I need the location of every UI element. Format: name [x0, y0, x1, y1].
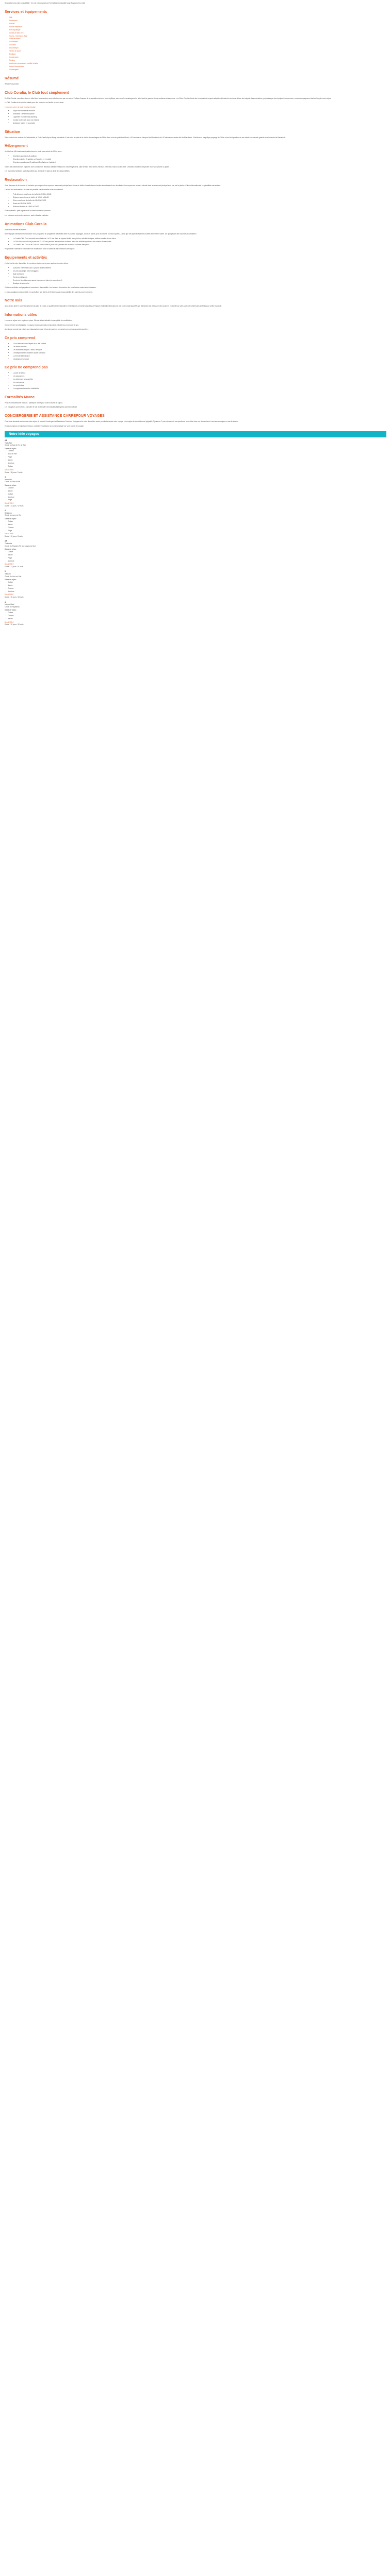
voyage-item[interactable] [5, 570, 386, 598]
voyage-dates-label: Dates de séjour : [5, 579, 18, 581]
list-item: • Ambiance festive et conviviale [13, 122, 386, 125]
voyage-dates-label: Dates de séjour : [5, 548, 18, 551]
list-item: • Accueil francophone [7, 65, 386, 68]
voyage-tag: • Aventure [6, 590, 386, 593]
section-paragraph: Le Club Coralia est la solution idéale pour des vacances en famille ou entre amis. [5, 101, 64, 104]
list-item: • Restaurant [7, 20, 386, 22]
voyage-tags [5, 551, 386, 563]
voyage-item[interactable] [5, 476, 386, 507]
section-title: Club Coralia, le Club tout simplement [5, 91, 69, 95]
list-item: • Dîner sous forme de buffet de 19h00 à 21h30 [13, 199, 386, 202]
list-item: • Chambres quadruples (2 adultes et 2 enfants ou 4 adultes) [13, 161, 386, 164]
list-item: • Coralia Club Cook pour vos enfants [13, 119, 386, 122]
list-item: • Un parc aquatique avec toboggans [13, 270, 386, 273]
voyage-duration: Durée : 10 jours / 8 nuits [5, 535, 23, 537]
list-item: • Boutique de souvenirs [13, 282, 386, 285]
voyage-tag: • Plage [6, 530, 386, 532]
voyage-price: Dès 1 599 € [5, 563, 14, 566]
list-item: • Les excursions [13, 381, 386, 384]
list-item: • Les pourboires [13, 384, 386, 387]
list-item: • Le Coralia Club Cook accueille les enfants de 4 à 12 ans dans un espace dédié, avec piscine, activités ludiques, ateliers créatifs et mini-disco. [13, 238, 386, 240]
section-paragraph: Une tenue correcte est exigée au restaurant principal et lors des soirées. Les shorts ne sont pas acceptés au dîner. [5, 328, 89, 331]
list-item: • Petit déjeuner sous forme de buffet de 7h00 à 10h30 [13, 193, 386, 196]
list-item: • Parking [7, 59, 386, 62]
section-paragraph: En Club Coralia, vous êtes dans un hôtel dont les chambres sont sélectionnées par nos soins. Profitez d'espace de la prestation dans un cadre idyllique, avec tous les avantages d'un hôtel haut de gamme et une ambiance chaleureuse. Les Clubs Coralia offrent des formules tout compris adaptées à toutes les envies et à tous les budgets. Les animations, proposées par des équipes francophones, vous accompagneront tout au long de votre séjour. [5, 97, 332, 99]
list-item: • Wifi [7, 16, 386, 19]
voyage-tags [5, 487, 386, 502]
list-item: • L'hébergement en chambre double standard [13, 352, 386, 354]
voyage-tag: • Bord de mer [6, 453, 386, 455]
section-title: Animations Club Coralia [5, 222, 47, 226]
section-paragraph: En cas d'urgence pendant votre séjour, contactez l'assistance au numéro indiqué sur votre carnet de voyage. [5, 425, 84, 427]
voyage-rating: 4 [5, 476, 6, 479]
voyage-tag: • Nature [6, 523, 386, 526]
voyage-dates-label: Dates de séjour : [5, 518, 18, 520]
section-paragraph: Les chambres familiales sont disponibles sur demande et dans la limite des disponibilités. [5, 170, 70, 173]
list-item: • Boutique [7, 53, 386, 56]
section-title: Restauration [5, 178, 27, 182]
section-list [5, 267, 386, 285]
voyage-tag: • Nature [6, 554, 386, 556]
list-item: • Les transferts aéroport / hôtel / aéroport [13, 349, 386, 351]
voyage-tags [5, 612, 386, 620]
list-item: • Déjeuner sous forme de buffet de 12h30 à 14h30 [13, 196, 386, 199]
section-paragraph: Vous disposez de la formule All Inclusive qui comprend les repas au restaurant principal sous forme de buffet et des boissons locales alcoolisées et non alcoolisées. Les repas sont servis à volonté dans le restaurant principal avec vue sur la piscine. Cuisine internationale et spécialités marocaines. [5, 184, 221, 187]
section-list [5, 238, 386, 246]
section-title: Notre avis [5, 299, 22, 303]
section-paragraph: Un hôtel de 448 chambres réparties dans un vaste parc arboré de 12 ha, avec : [5, 150, 63, 153]
voyage-tag: • Plage [6, 456, 386, 459]
list-item: • Piscine [7, 23, 386, 25]
section-list [5, 193, 386, 208]
section-title: Formalités Maroc [5, 395, 35, 399]
list-item: • Les assurances [13, 375, 386, 378]
voyages-header: Notre idée voyages [5, 431, 386, 437]
list-item: • Terrains multisports [13, 276, 386, 279]
section-paragraph: Le parc aquatique est accessible en accès libre aux clients de l'hôtel, sous la responsabilité des parents pour les enfants. [5, 291, 93, 293]
voyage-tag: • Nature [6, 618, 386, 620]
list-item: • Accès aux personnes à mobilité réduite [7, 62, 386, 65]
voyage-subtitle: Circuit au cœur de l'île [5, 514, 21, 517]
voyage-tag: • Charme [6, 527, 386, 529]
list-item: • Boissons locales de 10h00 à 23h00 [13, 206, 386, 208]
voyage-subtitle: Circuit du Nord au Sud [5, 575, 22, 578]
section-paragraph: En supplément : plats signature à la carte et boissons premium. [5, 210, 51, 212]
section-list [5, 110, 386, 125]
list-item: • Conciergerie [7, 56, 386, 59]
list-item: • Le supplément chambre individuelle [13, 387, 386, 390]
section-subtitle: L'essence même de partir en Club Coralia : [5, 106, 37, 108]
section-title: Services et équipements [5, 10, 47, 14]
section-paragraph: Animations adultes et enfants [5, 228, 26, 231]
voyage-subtitle: Circuit de Java à Bali [5, 481, 20, 483]
list-item: • Centre de bien-être [7, 32, 386, 35]
voyage-duration: Durée : 11 jours / 9 nuits [5, 471, 23, 473]
voyage-title[interactable]: Trails Bali [5, 442, 12, 444]
intro-text: Description à la prise compatibilité : Ce prix est composé par Formalités Consignalité Loge Soyaneur Eco Club [5, 2, 86, 4]
list-item: • Logement en hôtel haut-standing [13, 116, 386, 118]
list-item: • Séjour en formule all inclusive [13, 110, 386, 112]
voyage-tag: • Culture [6, 465, 386, 468]
section-paragraph: Pour toute demande concernant votre séjour, le service Conciergerie et Assistance Carrefour Voyages est à votre disposition avant, pendant et après votre voyage. Une équipe de conseillers est joignable 7 jours sur 7 pour répondre à vos questions, vous aider dans vos démarches et vous accompagner en cas de besoin. [5, 420, 239, 422]
voyage-tag: • Nature [6, 459, 386, 462]
section-paragraph: Les boissons sont servies au verre, sauf indication contraire. [5, 214, 49, 217]
list-item: • Parc aquatique [7, 29, 386, 31]
page-content [5, 0, 386, 626]
section-title: Hébergement [5, 144, 28, 148]
voyage-price: Dès 1 799 € [5, 502, 14, 505]
list-item: • Chambres triples (3 adultes ou 2 adultes et 1 enfant) [13, 158, 386, 161]
section-title: Ce prix ne comprend pas [5, 366, 48, 370]
section-paragraph: L'hôtel met à votre disposition de nombreux équipements pour agrémenter votre séjour : [5, 262, 69, 265]
voyage-tag: • Aventure [6, 560, 386, 563]
section-title: CONCIERGERIE ET ASSISTANCE CARREFOUR VOYAGES [5, 414, 105, 418]
list-item: • La taxe de séjour [13, 372, 386, 375]
section-list [5, 372, 386, 390]
section-title: Ce prix comprend [5, 336, 36, 340]
list-item: • Les taxes aéroport [13, 346, 386, 348]
list-item: • Salle de fitness [7, 38, 386, 40]
list-item: • 3 piscines extérieures dont 1 piscine à débordement [13, 267, 386, 269]
voyage-price: Dès 1 399 € [5, 621, 14, 623]
voyage-dates-label: Dates de séjour : [5, 447, 18, 450]
voyage-tag: • Aventure [6, 462, 386, 465]
voyage-tags [5, 520, 386, 532]
section-paragraph: Nous avons aimé le cadre exceptionnel au pied de l'Atlas, la qualité de la restauration et l'ambiance conviviale assurée par l'équipe d'animation francophone. Le Club Coralia Aqua Mirage Marrakech est idéal pour des vacances en famille au soleil, avec de nombreuses activités pour petits et grands. [5, 305, 222, 308]
section-list [5, 16, 386, 71]
section-paragraph: Certaines activités sont payantes et soumises à disponibilité. Les horaires d'ouverture des installations varient selon la saison. [5, 286, 96, 289]
list-item: • L'assistance sur place [13, 358, 386, 361]
list-item: • Club enfant [7, 41, 386, 43]
voyage-tag: • Culture [6, 551, 386, 553]
section-title: Situation [5, 130, 20, 134]
list-item: • Le Club Ado accueille les jeunes de 13 à 17 ans pendant les vacances scolaires avec des activités sportives, des soirées et des sorties. [13, 241, 386, 243]
voyage-price: Dès 1 299 € [5, 533, 14, 535]
voyage-tag: • Culture [6, 520, 386, 523]
voyage-tag: • Culture [6, 612, 386, 614]
section-paragraph: Notre équipe d'animation francophone vous proposera un programme d'activités varié en journée (aquagym, cours de danse, jeux de piscine, tournois sportifs...) ainsi que des spectacles et des soirées à thème en soirée. De quoi passer des vacances inoubliables ! [5, 233, 197, 235]
voyage-tag: • Nature [6, 584, 386, 587]
list-item: • Salle de fitness [13, 273, 386, 276]
voyage-duration: Durée : 13 jours / 11 nuits [5, 565, 24, 568]
voyage-duration: Durée : 12 jours / 10 nuits [5, 623, 24, 626]
list-item: • Le Coralia Club Cook et le Club Ado sont ouverts 6 jours sur 7 pendant les vacances scolaires françaises. [13, 244, 386, 246]
voyage-tag: • Plage [6, 557, 386, 560]
voyage-title[interactable]: Thaïlande [5, 542, 12, 545]
voyage-title[interactable]: Inde du Nord [5, 603, 14, 606]
list-item: • Terrain de sport [7, 50, 386, 53]
voyage-tags [5, 581, 386, 593]
voyage-item[interactable] [5, 439, 386, 473]
voyage-tag: • Charme [6, 615, 386, 617]
voyage-tag: • Culture [6, 581, 386, 584]
voyage-item[interactable] [5, 601, 386, 626]
list-item: • Le vol aller-retour au départ de la ville choisie [13, 343, 386, 345]
voyage-item[interactable] [5, 510, 386, 537]
voyages-list [5, 439, 386, 626]
voyage-price: Dès 1 899 € [5, 594, 14, 596]
voyage-tag: • Nature [6, 490, 386, 493]
section-paragraph: Résumé du produit [5, 82, 19, 85]
voyage-duration: Durée : 14 jours / 12 nuits [5, 504, 24, 507]
section-paragraph: Les voyageurs sont invités à consulter le site du Ministère des Affaires étrangères avant leur départ. [5, 406, 77, 409]
section-paragraph: L'accès aux restaurants à la carte est possible sur réservation et en supplément. [5, 189, 63, 191]
voyage-rating: 4 [5, 601, 6, 603]
voyage-tag: • Charme [6, 587, 386, 590]
voyage-price: Dès 1 499 € [5, 468, 14, 471]
voyage-title[interactable]: Indonésie [5, 478, 12, 481]
voyage-item[interactable] [5, 540, 386, 568]
list-item: • La formule All Inclusive [13, 355, 386, 358]
list-item: • Conciergerie [7, 69, 386, 71]
voyage-tag: • Plage [6, 499, 386, 501]
list-item: • Discothèque [7, 47, 386, 49]
voyage-dates-label: Dates de séjour : [5, 609, 18, 612]
list-item: • Centre de bien-être avec sauna, hammam et soins (en supplément) [13, 279, 386, 282]
section-paragraph: La taxe de séjour est à régler sur place. Elle est à titre indicatif et susceptible de modification. [5, 319, 73, 321]
list-item: • Piscine extérieure [7, 26, 386, 28]
product-sections [5, 10, 386, 428]
voyage-rating: 5 [5, 570, 6, 573]
section-title: Équipements et activités [5, 256, 47, 260]
section-paragraph: Conformément à la législation en vigueur, la consommation d'alcool est interdite aux moins de 18 ans. [5, 324, 79, 326]
section-title: Résumé [5, 76, 19, 80]
voyage-title[interactable]: Vietnam [5, 573, 11, 575]
section-title: Informations utiles [5, 313, 37, 317]
voyage-subtitle: Circuit du Rajasthan [5, 605, 20, 608]
voyage-tag: • Charme [6, 450, 386, 452]
section-paragraph: Programme d'animation susceptible de modification selon la saison et les conditions climatiques. [5, 248, 75, 250]
section-paragraph: Pour les ressortissants français : passeport valide pour toute la durée du séjour. [5, 401, 63, 404]
list-item: • Chambres standards (2 adultes) [13, 155, 386, 158]
voyage-duration: Durée : 15 jours / 13 nuits [5, 596, 24, 598]
voyage-subtitle: Circuit au Sud de l'île de Bali [5, 444, 26, 447]
list-item: • Animation 100% francophone [13, 113, 386, 115]
section-list [5, 155, 386, 164]
section-paragraph: Dans un écrin de verdure et d'authenticité, le Club Coralia Aqua Mirage Marrakech 4* est situé au pied de la chaîne de montagnes de l'Atlas dans un écrin paisible et fleuri, à 20 minutes de l'aéroport de Marrakech et à 20 minutes du centre-ville de Marrakech. Il fait face au magnifique paysage de l'Atlas et met à disposition de ses clients une navette gratuite vers le centre de Marrakech. [5, 136, 286, 139]
voyage-subtitle: Circuit du Triangle d'Or aux plages du Sud [5, 545, 36, 547]
voyage-rating: 4,5 [5, 439, 7, 442]
voyage-tag: • Culture [6, 493, 386, 496]
list-item: • Sauna - Hammam - Spa [7, 35, 386, 38]
voyage-tag: • Aventure [6, 496, 386, 499]
voyage-tag: • Charme [6, 487, 386, 489]
voyage-dates-label: Dates de séjour : [5, 484, 18, 486]
list-item: • Les dépenses personnelles [13, 378, 386, 381]
section-paragraph: Toutes les chambres sont équipées d'air conditionné, télévision satellite, téléphone, mini-réfrigérateur, salle de bain avec sèche-cheveux, coffre-fort, balcon ou terrasse. Certaines chambres disposent d'une vue piscine ou jardin. [5, 165, 170, 168]
list-item: • Club ado [7, 44, 386, 46]
list-item: • Snack de 11h00 à 18h00 [13, 202, 386, 205]
voyage-rating: 4 [5, 510, 6, 512]
voyage-title[interactable]: Sri Lanka [5, 512, 12, 514]
voyage-rating: 4,5 [5, 540, 7, 543]
section-list [5, 343, 386, 361]
